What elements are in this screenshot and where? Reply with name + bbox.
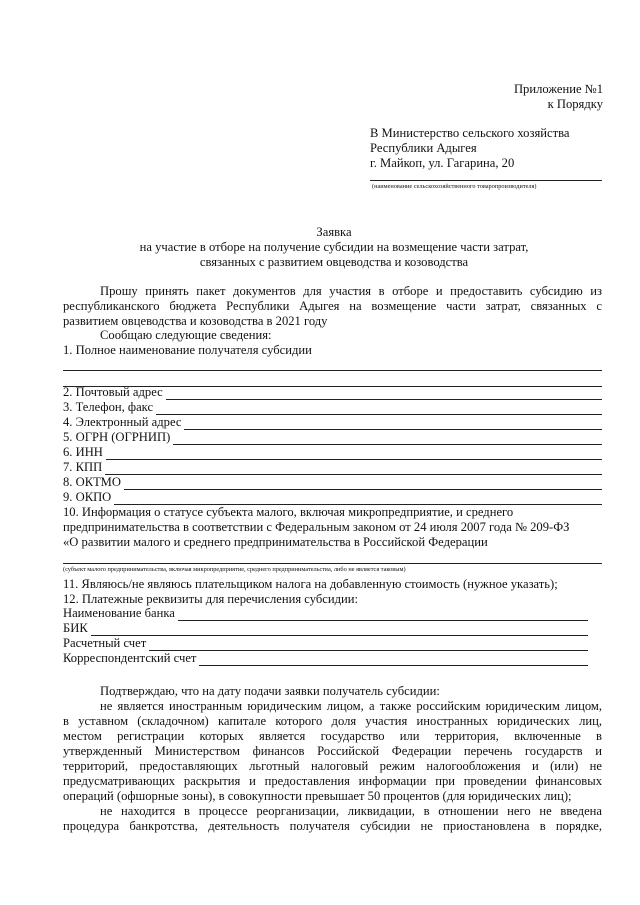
confirm-line3: в уставном (складочном) капитале которого доля участия иностранных юридических лиц, bbox=[63, 714, 602, 728]
account-input[interactable] bbox=[149, 639, 588, 651]
recipient-address: г. Майкоп, ул. Гагарина, 20 bbox=[370, 156, 515, 170]
phone-fax-input[interactable] bbox=[156, 403, 602, 415]
field-10-line1: 10. Информация о статусе субъекта малого, включая микропредприятие, и среднего bbox=[63, 505, 514, 519]
confirm-line6: территорий, предоставляющих льготный налоговый режим налогообложения и (или) не bbox=[63, 759, 602, 773]
account-label: Расчетный счет bbox=[63, 636, 147, 650]
field-bank-name[interactable] bbox=[63, 606, 588, 621]
sme-status-caption: (субъект малого предпринимательства, включая микропредприятие, среднего предпринимательства, либо не является таковым) bbox=[63, 566, 406, 573]
field-inn[interactable] bbox=[63, 445, 602, 460]
bank-name-label: Наименование банка bbox=[63, 606, 175, 620]
intro-line3: развитием овцеводства и козоводства в 2021 году bbox=[63, 314, 328, 328]
confirm-line9: не находится в процессе реорганизации, ликвидации, в отношении него не введена bbox=[100, 804, 602, 818]
email-label: 4. Электронный адрес bbox=[63, 415, 182, 429]
email-input[interactable] bbox=[184, 418, 602, 430]
field-10-line2: предпринимательства в соответствии с Федеральным законом от 24 июля 2007 года № 209-ФЗ bbox=[63, 520, 570, 534]
application-subtitle-line2: связанных с развитием овцеводства и козоводства bbox=[199, 255, 469, 269]
field-12-bank-details: 12. Платежные реквизиты для перечисления субсидии: bbox=[63, 592, 358, 606]
confirm-line5: утвержденный Министерством финансов Российской Федерации перечень государств и bbox=[63, 744, 602, 758]
confirm-line4: местом регистрации которых является государство или территория, включенные в bbox=[63, 729, 602, 743]
field-ogrn[interactable] bbox=[63, 430, 602, 445]
applicant-name-line[interactable] bbox=[370, 180, 602, 181]
field-1-label: 1. Полное наименование получателя субсидии bbox=[63, 343, 312, 357]
confirm-line7: предусматривающих раскрытия и предоставления информации при проведении финансовых bbox=[63, 774, 602, 788]
field-postal-address[interactable] bbox=[63, 385, 602, 400]
appendix-reference: к Порядку bbox=[547, 97, 603, 111]
confirm-line10: процедура банкротства, деятельность получателя субсидии не приостановлена в порядке, bbox=[63, 819, 602, 833]
intro-line1: Прошу принять пакет документов для участия в отборе и предоставить субсидию из bbox=[100, 284, 602, 298]
field-okpo[interactable] bbox=[63, 490, 602, 505]
field-phone-fax[interactable] bbox=[63, 400, 602, 415]
kpp-label: 7. КПП bbox=[63, 460, 103, 474]
inn-input[interactable] bbox=[106, 448, 602, 460]
corr-account-label: Корреспондентский счет bbox=[63, 651, 197, 665]
recipient-line2: Республики Адыгея bbox=[370, 141, 477, 155]
intro-line2: республиканского бюджета Республики Адыгея на возмещение части затрат, связанных с bbox=[63, 299, 602, 313]
sme-status-line[interactable] bbox=[63, 563, 602, 564]
inn-label: 6. ИНН bbox=[63, 445, 103, 459]
postal-address-input[interactable] bbox=[166, 388, 602, 400]
field-11-vat: 11. Являюсь/не являюсь плательщиком налога на добавленную стоимость (нужное указать); bbox=[63, 577, 558, 591]
applicant-name-caption: (наименование сельскохозяйственного товаропроизводителя) bbox=[372, 183, 537, 190]
confirm-line8: операций (офшорные зоны), в совокупности превышает 50 процентов (для юридических лиц); bbox=[63, 789, 572, 803]
field-account[interactable] bbox=[63, 636, 588, 651]
corr-account-input[interactable] bbox=[199, 654, 588, 666]
confirm-intro: Подтверждаю, что на дату подачи заявки получатель субсидии: bbox=[100, 684, 440, 698]
intro-line4: Сообщаю следующие сведения: bbox=[100, 328, 272, 342]
field-bik[interactable] bbox=[63, 621, 588, 636]
phone-fax-label: 3. Телефон, факс bbox=[63, 400, 154, 414]
field-1-line-a[interactable] bbox=[63, 370, 602, 371]
application-subtitle-line1: на участие в отборе на получение субсидии на возмещение части затрат, bbox=[139, 240, 529, 254]
confirm-line2: не является иностранным юридическим лицом, а также российским юридическим лицом, bbox=[100, 699, 602, 713]
recipient-line1: В Министерство сельского хозяйства bbox=[370, 126, 570, 140]
appendix-number: Приложение №1 bbox=[513, 82, 603, 96]
kpp-input[interactable] bbox=[105, 463, 602, 475]
okpo-label: 9. ОКПО bbox=[63, 490, 112, 504]
field-email[interactable] bbox=[63, 415, 602, 430]
bik-input[interactable] bbox=[91, 624, 588, 636]
bank-name-input[interactable] bbox=[178, 609, 588, 621]
field-kpp[interactable] bbox=[63, 460, 602, 475]
field-oktmo[interactable] bbox=[63, 475, 602, 490]
ogrn-input[interactable] bbox=[173, 433, 602, 445]
ogrn-label: 5. ОГРН (ОГРНИП) bbox=[63, 430, 171, 444]
postal-address-label: 2. Почтовый адрес bbox=[63, 385, 163, 399]
okpo-input[interactable] bbox=[114, 493, 602, 505]
oktmo-input[interactable] bbox=[124, 478, 602, 490]
field-corr-account[interactable] bbox=[63, 651, 588, 666]
application-title: Заявка bbox=[316, 225, 352, 239]
oktmo-label: 8. ОКТМО bbox=[63, 475, 121, 489]
field-10-line3: «О развитии малого и среднего предпринимательства в Российской Федерации bbox=[63, 535, 488, 549]
bik-label: БИК bbox=[63, 621, 88, 635]
